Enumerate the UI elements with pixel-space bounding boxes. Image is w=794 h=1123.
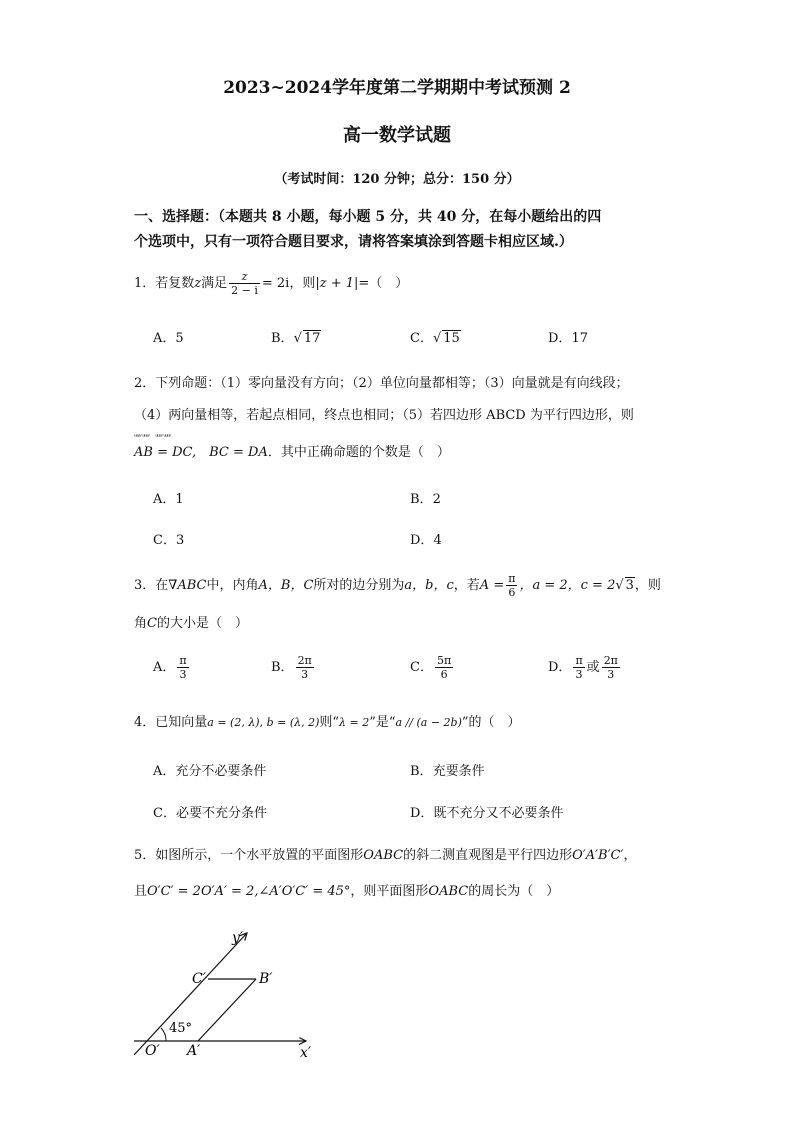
q2-option-c: C．3 — [153, 533, 185, 548]
angle-label: 45° — [169, 1021, 193, 1036]
y-axis-line — [134, 933, 247, 1055]
q3-option-d: D． $\frac{\pi}{3}$ 或 $\frac{2\pi}{3}$ — [548, 654, 618, 681]
q2-vector-marks: ᵘᵘᵘᵛ ᵘᵘᵘᵛ ᵘᵘᵘᵛ ᵘᵘᵘᵛ — [134, 433, 171, 441]
point-o-label: O′ — [145, 1043, 160, 1059]
section-heading-line2: 个选项中，只有一项符合题目要求，请将答案填涂到答题卡相应区域.） — [134, 234, 573, 250]
q4-option-b: B．充要条件 — [410, 764, 485, 779]
q4-option-d: D．既不充分又不必要条件 — [410, 806, 564, 821]
point-a-label: A′ — [187, 1043, 201, 1059]
q3-option-c: C． $\frac{5\pi}{6}$ — [410, 654, 452, 681]
question-4: 4．已知向量a = (2, λ), b = (λ, 2)则“λ = 2”是“a // (a − 2b)”的（ ） — [134, 715, 521, 730]
section-heading-line1: 一、选择题：（本题共 8 小题，每小题 5 分，共 40 分，在每小题给出的四 — [134, 209, 602, 225]
oblique-projection-figure — [120, 920, 320, 1065]
angle-arc — [161, 1028, 166, 1041]
question-2-line3: AB = DC, BC = DA．其中正确命题的个数是（ ） — [134, 445, 450, 460]
point-b-label: B′ — [259, 971, 273, 987]
q1-option-a: A．5 — [153, 331, 184, 346]
q1-option-c: C．√ 15 — [410, 331, 460, 346]
question-5-line2: 且O′C′ = 2O′A′ = 2,∠A′O′C′ = 45°，则平面图形OABC的周长为（ ） — [134, 884, 560, 899]
x-axis-label: x′ — [300, 1045, 312, 1061]
q2-option-a: A．1 — [153, 492, 184, 507]
y-axis-label: y′ — [232, 930, 244, 946]
q2-option-b: B．2 — [410, 492, 441, 507]
segment-a-b — [198, 979, 256, 1041]
question-3-line1: 3．在∇ABC中，内角A，B，C所对的边分别为a，b，c，若A = $\frac{\pi}{6}$ ，a = 2，c = 2√ 3，则 — [134, 572, 661, 599]
q1-option-b: B．√ 17 — [271, 331, 321, 346]
q3-option-a: A． $\frac{\pi}{3}$ — [153, 654, 187, 681]
q4-option-c: C．必要不充分条件 — [153, 806, 267, 821]
question-2-line2: （4）两向量相等，若起点相同，终点也相同；（5）若四边形 ABCD 为平行四边形，则 — [134, 408, 634, 423]
question-2-line1: 2．下列命题：（1）零向量没有方向；（2）单位向量都相等；（3）向量就是有向线段； — [134, 376, 629, 391]
q4-option-a: A．充分不必要条件 — [153, 764, 267, 779]
question-3-line2: 角C的大小是（ ） — [134, 616, 248, 631]
question-1: 1．若复数z满足 $\frac{z}{2 - i}$ = 2i，则|z + 1|=（ ） — [134, 270, 409, 297]
exam-title: 2023~2024学年度第二学期期中考试预测 2 — [223, 78, 571, 98]
exam-subtitle: 高一数学试题 — [343, 125, 451, 146]
q3-option-b: B． $\frac{2\pi}{3}$ — [271, 654, 312, 681]
point-c-label: C′ — [192, 971, 206, 987]
question-5-line1: 5．如图所示，一个水平放置的平面图形OABC的斜二测直观图是平行四边形O′A′B′C′， — [134, 848, 637, 863]
exam-info: （考试时间：120 分钟；总分：150 分） — [274, 172, 520, 187]
q1-option-d: D．17 — [548, 331, 588, 346]
q2-option-d: D．4 — [410, 533, 442, 548]
